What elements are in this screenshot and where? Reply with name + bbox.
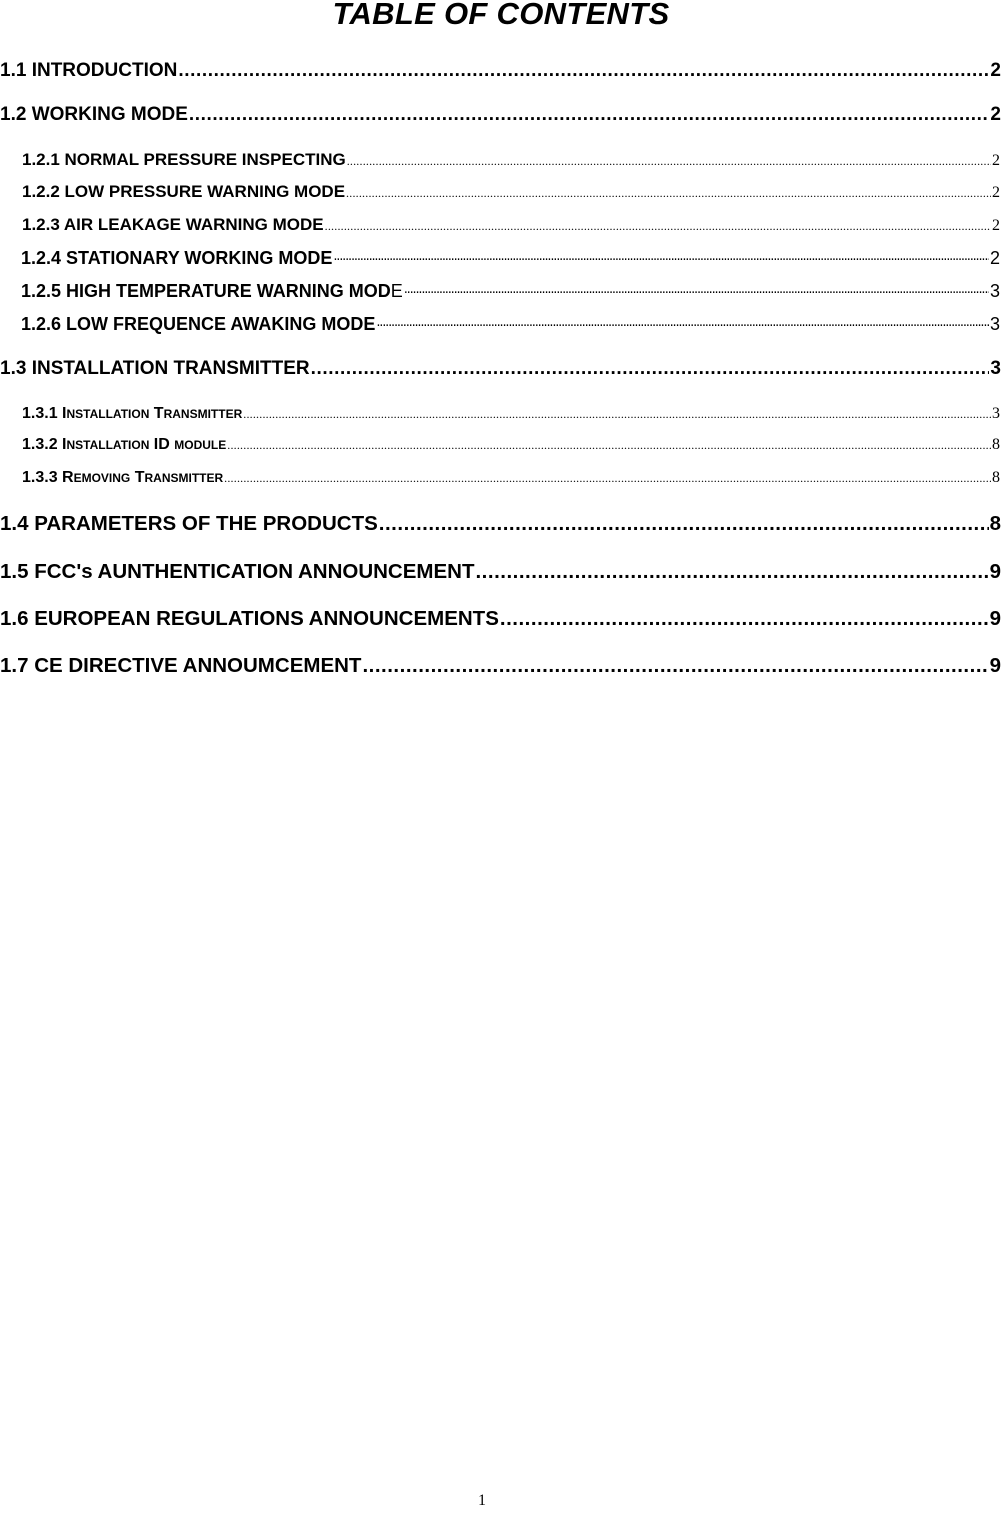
dot-leader [379, 510, 989, 538]
toc-entry-page: 2 [992, 152, 1000, 169]
toc-entry-page: 2 [990, 104, 1001, 125]
toc-entry-label: 1.4 PARAMETERS OF THE PRODUCTS [0, 512, 378, 535]
toc-entry-fcc[interactable] [0, 558, 1001, 586]
toc-entry-label: 1.2.1 NORMAL PRESSURE INSPECTING [22, 150, 346, 169]
toc-entry-label [22, 402, 242, 425]
toc-entry-label: 1.3 INSTALLATION TRANSMITTER [0, 358, 310, 379]
toc-entry-cap: T [149, 405, 164, 422]
toc-entry-number: 1.3.3 R [22, 469, 74, 486]
toc-entry-label: 1.6 EUROPEAN REGULATIONS ANNOUNCEMENTS [0, 607, 499, 630]
toc-entry-label-tail: E [390, 281, 403, 301]
toc-entry-smallcaps: NSTALLATION [66, 407, 150, 421]
toc-entry-smallcaps: RANSMITTER [144, 471, 224, 485]
dot-leader [347, 150, 991, 172]
dot-leader [189, 102, 990, 128]
toc-entry-number: 1.3.1 I [22, 405, 67, 422]
dot-leader [333, 249, 989, 273]
toc-entry-label [22, 466, 223, 489]
toc-entry-label: 1.2.2 LOW PRESSURE WARNING MODE [22, 182, 346, 201]
toc-entry-high-temperature[interactable] [21, 279, 1000, 306]
toc-entry-ce-directive[interactable] [0, 652, 1001, 680]
toc-entry-smallcaps: EMOVING [73, 471, 131, 485]
toc-entry-installation-transmitter-sub[interactable] [22, 402, 1000, 425]
toc-entry-page: 2 [990, 60, 1001, 81]
toc-entry-page: 3 [989, 314, 1000, 334]
dot-leader [311, 356, 990, 382]
toc-entry-installation-id-module[interactable] [22, 433, 1000, 456]
dot-leader [346, 182, 991, 204]
toc-entry-smallcaps: NSTALLATION [66, 438, 150, 452]
toc-entry-page: 2 [992, 217, 1000, 234]
dot-leader [362, 652, 988, 680]
dot-leader [243, 403, 991, 425]
page-number: 1 [478, 1492, 486, 1509]
toc-entry-page: 8 [992, 436, 1000, 453]
toc-entry-label: 1.2.3 AIR LEAKAGE WARNING MODE [22, 215, 324, 234]
toc-entry-page: 2 [992, 184, 1000, 201]
dot-leader [475, 558, 988, 586]
toc-entry-label: 1.1 INTRODUCTION [0, 60, 178, 81]
toc-entry-smallcaps: MODULE [174, 438, 227, 452]
dot-leader [178, 58, 989, 84]
page-title: TABLE OF CONTENTS [332, 0, 670, 31]
toc-entry-label: 1.2 WORKING MODE [0, 104, 188, 125]
toc-entry-parameters[interactable] [0, 510, 1001, 538]
dot-leader [224, 467, 991, 489]
toc-entry-page: 9 [989, 654, 1001, 677]
toc-entry-label: 1.7 CE DIRECTIVE ANNOUMCEMENT [0, 654, 362, 677]
toc-entry-installation-transmitter[interactable] [0, 356, 1001, 382]
toc-entry-page: 2 [989, 248, 1000, 268]
toc-entry-number: 1.3.2 I [22, 436, 67, 453]
toc-entry-introduction[interactable] [0, 58, 1001, 84]
toc-entry-smallcaps: RANSMITTER [163, 407, 243, 421]
toc-entry-stationary[interactable] [21, 246, 1000, 273]
dot-leader [325, 215, 991, 237]
toc-entry-label: 1.2.4 STATIONARY WORKING MODE [21, 248, 333, 268]
toc-entry-low-frequence[interactable] [21, 312, 1000, 339]
toc-entry-page: 3 [989, 281, 1000, 301]
toc-entry-page: 3 [990, 358, 1001, 379]
dot-leader [404, 282, 989, 306]
toc-entry-page: 3 [992, 405, 1000, 422]
toc-entry-air-leakage[interactable] [22, 214, 1000, 237]
dot-leader [376, 315, 989, 339]
dot-leader [500, 605, 989, 633]
toc-entry-removing-transmitter[interactable] [22, 466, 1000, 489]
toc-entry-label [22, 433, 226, 456]
toc-entry-page: 9 [989, 560, 1001, 583]
toc-entry-page: 8 [989, 512, 1001, 535]
toc-entry-normal-pressure[interactable] [22, 149, 1000, 172]
toc-entry-label [21, 279, 403, 303]
toc-entry-cap: ID [149, 436, 175, 453]
toc-entry-working-mode[interactable] [0, 102, 1001, 128]
toc-entry-european-regulations[interactable] [0, 605, 1001, 633]
toc-entry-label: 1.2.6 LOW FREQUENCE AWAKING MODE [21, 314, 376, 334]
toc-entry-label-main: 1.2.5 HIGH TEMPERATURE WARNING MOD [21, 281, 391, 301]
toc-entry-page: 8 [992, 469, 1000, 486]
toc-entry-page: 9 [989, 607, 1001, 630]
toc-entry-low-pressure[interactable] [22, 181, 1000, 204]
toc-entry-label: 1.5 FCC's AUNTHENTICATION ANNOUNCEMENT [0, 560, 475, 583]
toc-entry-cap: T [130, 469, 145, 486]
dot-leader [227, 434, 991, 456]
